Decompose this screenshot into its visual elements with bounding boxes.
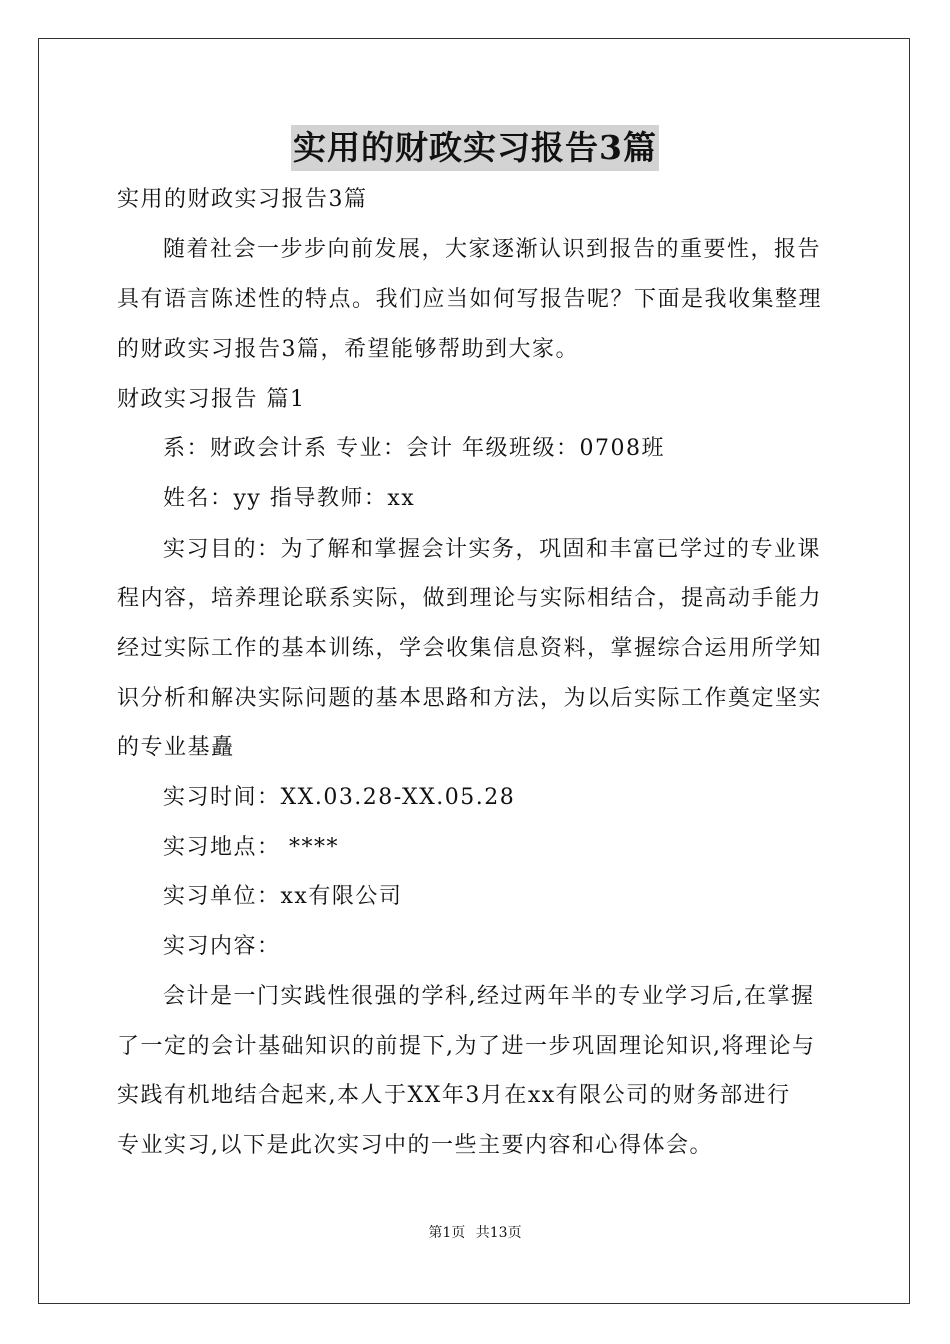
body-line: 专业实习,以下是此次实习中的一些主要内容和心得体会。 (117, 1133, 713, 1158)
content-label: 实习内容： (163, 934, 281, 959)
page-total: 共13页 (475, 1225, 522, 1241)
name-info: 姓名：yy 指导教师：xx (163, 486, 416, 511)
body-line: 实践有机地结合起来,本人于XX年3月在xx有限公司的财务部进行 (117, 1083, 791, 1108)
purpose-line: 实习目的：为了解和掌握会计实务，巩固和丰富已学过的专业课 (163, 537, 822, 562)
page-border (38, 38, 910, 1304)
title-container (0, 125, 950, 171)
page-footer (0, 1222, 950, 1242)
purpose-line: 程内容，培养理论联系实际，做到理论与实际相结合，提高动手能力 (117, 586, 823, 611)
document-title: 实用的财政实习报告3篇 (291, 125, 659, 171)
place-info: 实习地点： **** (163, 835, 339, 860)
time-info: 实习时间：XX.03.28-XX.05.28 (163, 785, 516, 810)
purpose-line: 经过实际工作的基本训练，学会收集信息资料，掌握综合运用所学知 (117, 636, 823, 661)
purpose-line: 的专业基矗 (117, 735, 235, 760)
intro-line: 随着社会一步步向前发展，大家逐渐认识到报告的重要性，报告 (163, 237, 822, 262)
section-heading: 财政实习报告 篇1 (117, 387, 306, 412)
intro-line: 的财政实习报告3篇，希望能够帮助到大家。 (117, 337, 579, 362)
body-line: 会计是一门实践性很强的学科,经过两年半的专业学习后,在掌握 (163, 984, 815, 1009)
unit-info: 实习单位：xx有限公司 (163, 884, 403, 909)
purpose-line: 识分析和解决实际问题的基本思路和方法，为以后实际工作奠定坚实 (117, 686, 823, 711)
page-number: 第1页 (428, 1225, 466, 1241)
body-line: 了一定的会计基础知识的前提下,为了进一步巩固理论知识,将理论与 (117, 1034, 816, 1059)
subtitle: 实用的财政实习报告3篇 (117, 187, 368, 212)
dept-info: 系：财政会计系 专业：会计 年级班级：0708班 (163, 436, 665, 461)
intro-line: 具有语言陈述性的特点。我们应当如何写报告呢？下面是我收集整理 (117, 287, 823, 312)
